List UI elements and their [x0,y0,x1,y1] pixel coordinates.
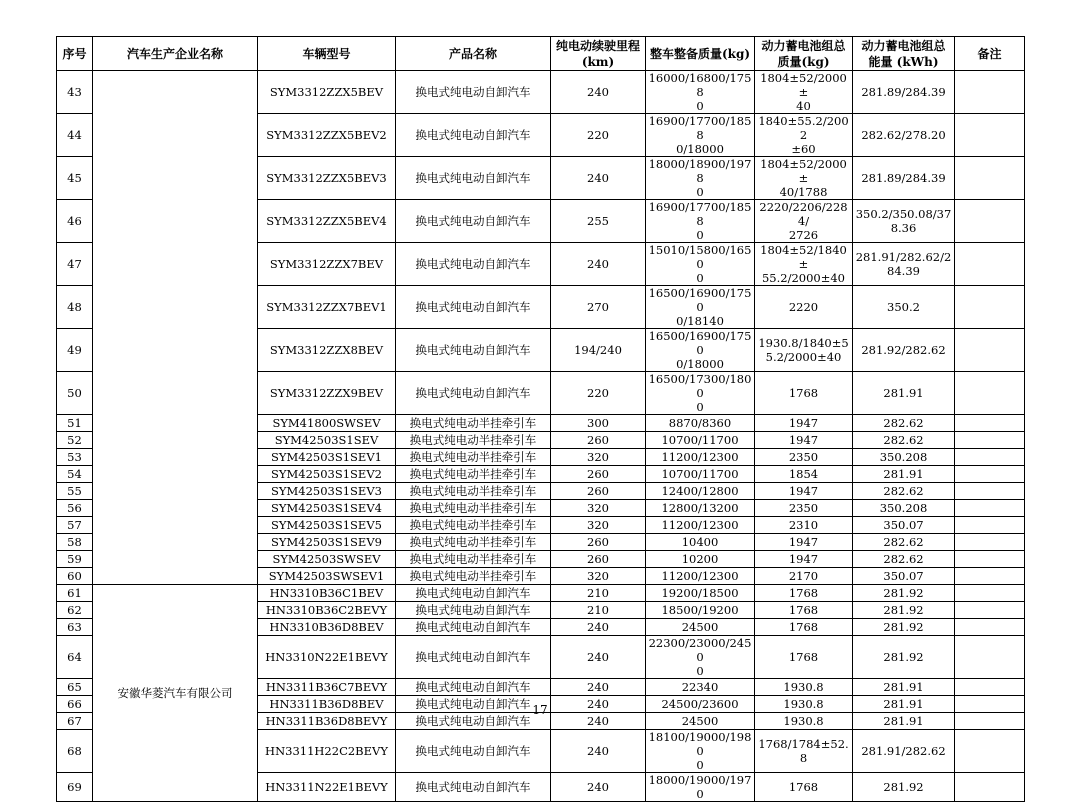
row-index: 56 [57,500,93,517]
vehicle-model: SYM41800SWSEV [258,415,396,432]
battery-energy: 350.07 [853,517,955,534]
product-name: 换电式纯电动自卸汽车 [396,619,551,636]
row-index: 58 [57,534,93,551]
note [955,568,1025,585]
row-index: 67 [57,713,93,730]
product-name: 换电式纯电动自卸汽车 [396,602,551,619]
battery-energy: 281.92/282.62 [853,329,955,372]
electric-range: 300 [551,415,646,432]
product-name: 换电式纯电动半挂牵引车 [396,517,551,534]
curb-mass: 15010/15800/1650 0 [646,243,755,286]
battery-mass: 2350 [755,500,853,517]
note [955,773,1025,802]
note [955,432,1025,449]
battery-energy: 281.91 [853,372,955,415]
row-index: 66 [57,696,93,713]
curb-mass: 8870/8360 [646,415,755,432]
vehicle-model: SYM42503SWSEV1 [258,568,396,585]
row-index: 55 [57,483,93,500]
row-index: 68 [57,730,93,773]
header-range: 纯电动续驶里程 (km) [551,37,646,71]
note [955,200,1025,243]
curb-mass: 22340 [646,679,755,696]
curb-mass: 16900/17700/1858 0 [646,200,755,243]
note [955,483,1025,500]
row-index: 62 [57,602,93,619]
row-index: 51 [57,415,93,432]
note [955,243,1025,286]
vehicle-model: SYM3312ZZX5BEV [258,71,396,114]
curb-mass: 12800/13200 [646,500,755,517]
header-product: 产品名称 [396,37,551,71]
row-index: 59 [57,551,93,568]
curb-mass: 24500/23600 [646,696,755,713]
row-index: 57 [57,517,93,534]
product-name: 换电式纯电动自卸汽车 [396,71,551,114]
curb-mass: 16500/16900/1750 0/18140 [646,286,755,329]
row-index: 47 [57,243,93,286]
curb-mass: 10400 [646,534,755,551]
header-curb-mass: 整车整备质量(kg) [646,37,755,71]
vehicle-model: SYM3312ZZX8BEV [258,329,396,372]
battery-mass: 1804±52/2000± 40/1788 [755,157,853,200]
battery-energy: 282.62 [853,415,955,432]
row-index: 48 [57,286,93,329]
note [955,534,1025,551]
electric-range: 240 [551,619,646,636]
battery-energy: 350.208 [853,449,955,466]
battery-energy: 350.2/350.08/37 8.36 [853,200,955,243]
electric-range: 320 [551,449,646,466]
electric-range: 220 [551,114,646,157]
battery-mass: 1768 [755,636,853,679]
electric-range: 240 [551,713,646,730]
curb-mass: 10700/11700 [646,466,755,483]
note [955,636,1025,679]
curb-mass: 16000/16800/1758 0 [646,71,755,114]
battery-mass: 1930.8 [755,696,853,713]
electric-range: 240 [551,773,646,802]
battery-energy: 281.91 [853,713,955,730]
battery-mass: 1947 [755,534,853,551]
battery-energy: 281.91 [853,466,955,483]
vehicle-model: HN3311B36C7BEVY [258,679,396,696]
vehicle-model: SYM3312ZZX5BEV2 [258,114,396,157]
row-index: 45 [57,157,93,200]
header-battery-mass: 动力蓄电池组总 质量(kg) [755,37,853,71]
row-index: 54 [57,466,93,483]
curb-mass: 10700/11700 [646,432,755,449]
battery-mass: 1768 [755,372,853,415]
product-name: 换电式纯电动自卸汽车 [396,585,551,602]
row-index: 65 [57,679,93,696]
electric-range: 210 [551,585,646,602]
vehicle-model: SYM42503SWSEV [258,551,396,568]
curb-mass: 10200 [646,551,755,568]
curb-mass: 22300/23000/2450 0 [646,636,755,679]
product-name: 换电式纯电动半挂牵引车 [396,551,551,568]
header-company: 汽车生产企业名称 [93,37,258,71]
battery-mass: 1768 [755,619,853,636]
vehicle-model: SYM42503S1SEV [258,432,396,449]
battery-mass: 1947 [755,432,853,449]
row-index: 49 [57,329,93,372]
battery-mass: 2170 [755,568,853,585]
battery-mass: 1930.8 [755,713,853,730]
curb-mass: 11200/12300 [646,568,755,585]
product-name: 换电式纯电动自卸汽车 [396,372,551,415]
electric-range: 255 [551,200,646,243]
vehicle-model: HN3310B36D8BEV [258,619,396,636]
battery-energy: 281.91 [853,679,955,696]
vehicle-model: SYM42503S1SEV4 [258,500,396,517]
vehicle-model: SYM42503S1SEV5 [258,517,396,534]
product-name: 换电式纯电动自卸汽车 [396,696,551,713]
battery-mass: 1840±55.2/2002 ±60 [755,114,853,157]
electric-range: 260 [551,466,646,483]
note [955,449,1025,466]
note [955,466,1025,483]
battery-energy: 281.89/284.39 [853,157,955,200]
curb-mass: 24500 [646,619,755,636]
curb-mass: 24500 [646,713,755,730]
electric-range: 240 [551,696,646,713]
battery-energy: 282.62 [853,432,955,449]
product-name: 换电式纯电动自卸汽车 [396,243,551,286]
battery-energy: 281.91/282.62/2 84.39 [853,243,955,286]
row-index: 44 [57,114,93,157]
row-index: 60 [57,568,93,585]
electric-range: 194/240 [551,329,646,372]
vehicle-model: HN3311B36D8BEVY [258,713,396,730]
product-name: 换电式纯电动半挂牵引车 [396,568,551,585]
battery-mass: 2310 [755,517,853,534]
battery-mass: 2220/2206/2284/ 2726 [755,200,853,243]
vehicle-model: SYM42503S1SEV2 [258,466,396,483]
product-name: 换电式纯电动自卸汽车 [396,157,551,200]
note [955,71,1025,114]
header-row [57,37,1025,71]
curb-mass: 16900/17700/1858 0/18000 [646,114,755,157]
company-name-cell: 安徽华菱汽车有限公司 [93,585,258,802]
product-name: 换电式纯电动半挂牵引车 [396,483,551,500]
battery-mass: 1768/1784±52.8 [755,730,853,773]
vehicle-model: HN3311B36D8BEV [258,696,396,713]
battery-mass: 1930.8 [755,679,853,696]
note [955,114,1025,157]
battery-mass: 1947 [755,483,853,500]
row-index: 69 [57,773,93,802]
note [955,679,1025,696]
vehicle-model: SYM42503S1SEV3 [258,483,396,500]
curb-mass: 18000/18900/1978 0 [646,157,755,200]
vehicle-model: SYM3312ZZX5BEV4 [258,200,396,243]
battery-energy: 282.62 [853,534,955,551]
electric-range: 260 [551,534,646,551]
battery-mass: 1854 [755,466,853,483]
electric-range: 320 [551,500,646,517]
battery-energy: 282.62/278.20 [853,114,955,157]
curb-mass: 19200/18500 [646,585,755,602]
header-model: 车辆型号 [258,37,396,71]
curb-mass: 16500/17300/1800 0 [646,372,755,415]
vehicle-model: HN3310B36C1BEV [258,585,396,602]
curb-mass: 16500/16900/1750 0/18000 [646,329,755,372]
product-name: 换电式纯电动半挂牵引车 [396,500,551,517]
header-index: 序号 [57,37,93,71]
note [955,602,1025,619]
row-index: 43 [57,71,93,114]
product-name: 换电式纯电动半挂牵引车 [396,415,551,432]
vehicle-model: SYM3312ZZX5BEV3 [258,157,396,200]
product-name: 换电式纯电动半挂牵引车 [396,534,551,551]
row-index: 63 [57,619,93,636]
electric-range: 320 [551,568,646,585]
electric-range: 210 [551,602,646,619]
note [955,372,1025,415]
product-name: 换电式纯电动自卸汽车 [396,329,551,372]
battery-mass: 1768 [755,773,853,802]
table-body [57,71,1025,802]
product-name: 换电式纯电动自卸汽车 [396,713,551,730]
electric-range: 240 [551,636,646,679]
note [955,730,1025,773]
product-name: 换电式纯电动自卸汽车 [396,286,551,329]
battery-energy: 281.92 [853,602,955,619]
header-note: 备注 [955,37,1025,71]
note [955,517,1025,534]
electric-range: 260 [551,432,646,449]
row-index: 46 [57,200,93,243]
curb-mass: 18100/19000/1980 0 [646,730,755,773]
battery-energy: 281.92 [853,773,955,802]
electric-range: 240 [551,71,646,114]
electric-range: 240 [551,730,646,773]
vehicle-model: HN3311H22C2BEVY [258,730,396,773]
electric-range: 270 [551,286,646,329]
battery-energy: 281.92 [853,619,955,636]
vehicle-model: HN3311N22E1BEVY [258,773,396,802]
battery-energy: 281.92 [853,636,955,679]
battery-energy: 350.208 [853,500,955,517]
battery-energy: 350.07 [853,568,955,585]
note [955,619,1025,636]
curb-mass: 18000/19000/1970 [646,773,755,802]
product-name: 换电式纯电动半挂牵引车 [396,449,551,466]
table-row [57,585,1025,602]
battery-mass: 2350 [755,449,853,466]
note [955,500,1025,517]
electric-range: 260 [551,551,646,568]
vehicle-model: SYM3312ZZX7BEV1 [258,286,396,329]
product-name: 换电式纯电动自卸汽车 [396,773,551,802]
note [955,551,1025,568]
product-name: 换电式纯电动自卸汽车 [396,730,551,773]
electric-range: 320 [551,517,646,534]
vehicle-model: SYM3312ZZX9BEV [258,372,396,415]
curb-mass: 11200/12300 [646,449,755,466]
product-name: 换电式纯电动半挂牵引车 [396,432,551,449]
electric-range: 240 [551,157,646,200]
product-name: 换电式纯电动半挂牵引车 [396,466,551,483]
curb-mass: 12400/12800 [646,483,755,500]
battery-mass: 1804±52/1840± 55.2/2000±40 [755,243,853,286]
product-name: 换电式纯电动自卸汽车 [396,200,551,243]
electric-range: 240 [551,243,646,286]
battery-mass: 1947 [755,415,853,432]
battery-energy: 281.92 [853,585,955,602]
product-name: 换电式纯电动自卸汽车 [396,636,551,679]
header-battery-energy: 动力蓄电池组总 能量 (kWh) [853,37,955,71]
product-name: 换电式纯电动自卸汽车 [396,114,551,157]
vehicle-model: SYM3312ZZX7BEV [258,243,396,286]
battery-mass: 1804±52/2000± 40 [755,71,853,114]
battery-energy: 282.62 [853,551,955,568]
table-row [57,71,1025,114]
row-index: 52 [57,432,93,449]
note [955,329,1025,372]
battery-energy: 281.91/282.62 [853,730,955,773]
curb-mass: 11200/12300 [646,517,755,534]
note [955,286,1025,329]
product-name: 换电式纯电动自卸汽车 [396,679,551,696]
battery-mass: 1930.8/1840±5 5.2/2000±40 [755,329,853,372]
row-index: 53 [57,449,93,466]
battery-mass: 2220 [755,286,853,329]
battery-energy: 281.91 [853,696,955,713]
vehicle-model: SYM42503S1SEV9 [258,534,396,551]
battery-mass: 1947 [755,551,853,568]
battery-energy: 281.89/284.39 [853,71,955,114]
battery-mass: 1768 [755,602,853,619]
vehicle-spec-table [56,36,1025,802]
vehicle-model: SYM42503S1SEV1 [258,449,396,466]
note [955,157,1025,200]
battery-energy: 350.2 [853,286,955,329]
electric-range: 220 [551,372,646,415]
battery-mass: 1768 [755,585,853,602]
row-index: 61 [57,585,93,602]
vehicle-model: HN3310N22E1BEVY [258,636,396,679]
vehicle-model: HN3310B36C2BEVY [258,602,396,619]
company-name-cell [93,71,258,585]
battery-energy: 282.62 [853,483,955,500]
curb-mass: 18500/19200 [646,602,755,619]
note [955,585,1025,602]
electric-range: 260 [551,483,646,500]
row-index: 64 [57,636,93,679]
electric-range: 240 [551,679,646,696]
note [955,415,1025,432]
row-index: 50 [57,372,93,415]
page-number: 17 [532,703,548,717]
